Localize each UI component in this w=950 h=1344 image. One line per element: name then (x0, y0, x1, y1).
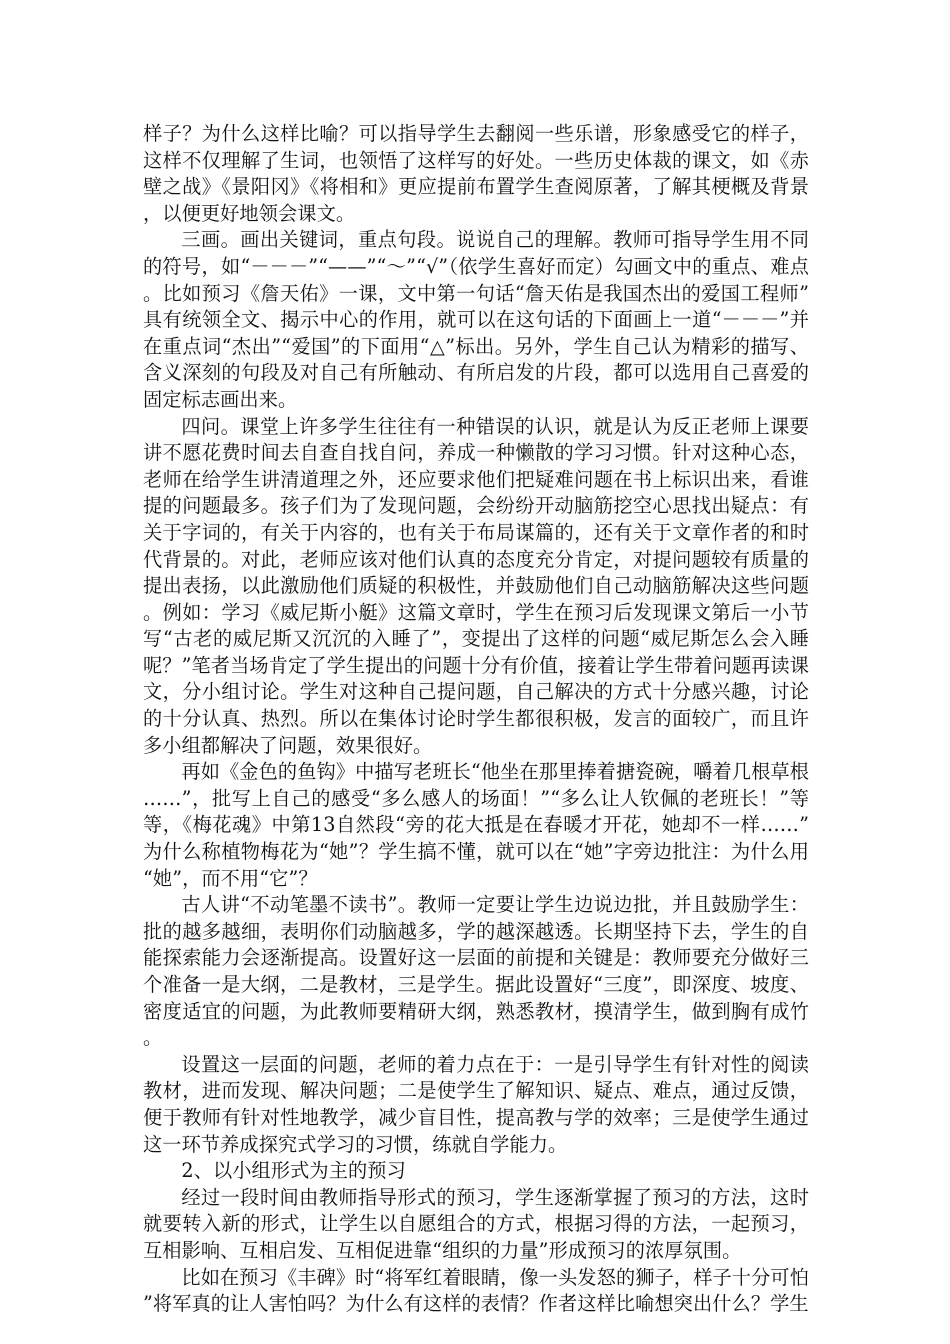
paragraph-3: 四问。课堂上许多学生往往有一种错误的认识，就是认为反正老师上课要讲不愿花费时间去自查自找自问，养成一种懒散的学习习惯。针对这种心态，老师在给学生讲清道理之外，还应要求他们把疑难问题在书上标识出来，看谁提的问题最多。孩子们为了发现问题，会纷纷开动脑筋挖空心思找出疑点：有关于字词的，有关于内容的，也有关于布局谋篇的，还有关于文章作者的和时代背景的。对此，老师应该对他们认真的态度充分肯定，对提问题较有质量的提出表扬，以此激励他们质疑的积极性，并鼓励他们自己动脑筋解决这些问题。例如：学习《威尼斯小艇》这篇文章时，学生在预习后发现课文第后一小节写“古老的威尼斯又沉沉的入睡了”，变提出了这样的问题“威尼斯怎么会入睡呢？”笔者当场肯定了学生提出的问题十分有价值，接着让学生带着问题再读课文，分小组讨论。学生对这种自己提问题，自己解决的方式十分感兴趣，讨论的十分认真、热烈。所以在集体讨论时学生都很积极，发言的面较广，而且许多小组都解决了问题，效果很好。 (143, 414, 809, 757)
paragraph-1: 样子？为什么这样比喻？可以指导学生去翻阅一些乐谱，形象感受它的样子，这样不仅理解了生词，也领悟了这样写的好处。一些历史体裁的课文，如《赤壁之战》《景阳冈》《将相和》更应提前布置学生查阅原著，了解其梗概及背景，以便更好地领会课文。 (143, 122, 809, 225)
document-body (143, 121, 809, 1318)
paragraph-8: 比如在预习《丰碑》时“将军红着眼睛，像一头发怒的狮子，样子十分可怕”将军真的让人害怕吗？为什么有这样的表情？作者这样比喻想突出什么？学生 (143, 1265, 809, 1316)
paragraph-7: 经过一段时间由教师指导形式的预习，学生逐渐掌握了预习的方法，这时就要转入新的形式，让学生以自愿组合的方式，根据习得的方法，一起预习，互相影响、互相启发、互相促进靠“组织的力量”形成预习的浓厚氛围。 (143, 1185, 809, 1262)
paragraph-4: 再如《金色的鱼钩》中描写老班长“他坐在那里捧着搪瓷碗，嚼着几根草根……”，批写上自己的感受“多么感人的场面！”“多么让人钦佩的老班长！”等等，《梅花魂》中第13自然段“旁的花大抵是在春暖才开花，她却不一样……”为什么称植物梅花为“她”？学生搞不懂，就可以在“她”字旁边批注：为什么用“她”，而不用“它”？ (143, 760, 809, 890)
section-heading: 2、以小组形式为主的预习 (181, 1159, 406, 1183)
paragraph-6: 设置这一层面的问题，老师的着力点在于：一是引导学生有针对性的阅读教材，进而发现、解决问题；二是使学生了解知识、疑点、难点，通过反馈，便于教师有针对性地教学，减少盲目性，提高教与学的效率；三是使学生通过这一环节养成探究式学习的习惯，练就自学能力。 (143, 1052, 809, 1156)
paragraph-2: 三画。画出关键词，重点句段。说说自己的理解。教师可指导学生用不同的符号，如“－－－”“——”“～”“√”（依学生喜好而定）勾画文中的重点、难点。比如预习《詹天佑》一课，文中第一句话“詹天佑是我国杰出的爱国工程师”具有统领全文、揭示中心的作用，就可以在这句话的下面画上一道“－－－”并在重点词“杰出”“爱国”的下面用“△”标出。另外，学生自己认为精彩的描写、含义深刻的句段及对自己有所触动、有所启发的片段，都可以选用自己喜爱的固定标志画出来。 (143, 228, 809, 411)
paragraph-5: 古人讲“不动笔墨不读书”。教师一定要让学生边说边批，并且鼓励学生：批的越多越细，表明你们动脑越多，学的越深越透。长期坚持下去，学生的自能探索能力会逐渐提高。设置好这一层面的前提和关键是：教师要充分做好三个准备一是大纲，二是教材，三是学生。据此设置好“三度”，即深度、坡度、密度适宜的问题，为此教师要精研大纲，熟悉教材，摸清学生，做到胸有成竹。 (143, 893, 809, 1050)
